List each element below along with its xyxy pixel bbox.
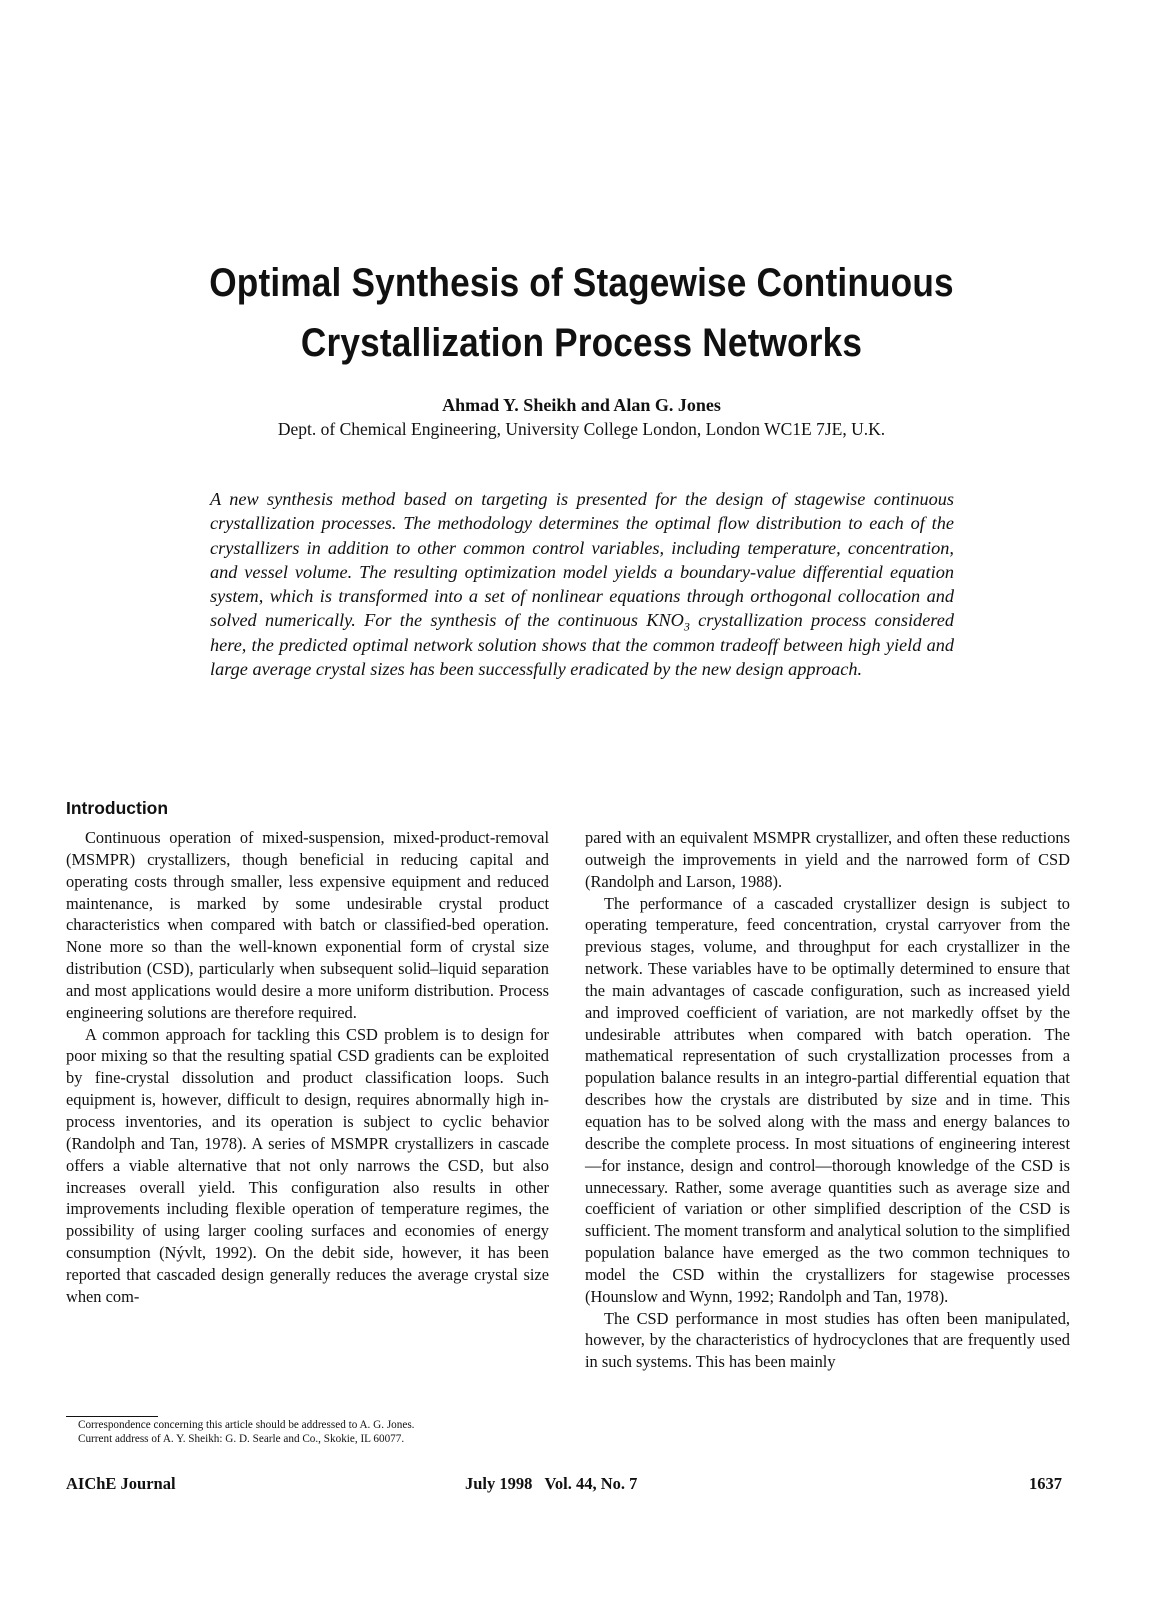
abstract-text-part-2: crystallization process considered here, the predicted optimal network solution shows that the common tradeoff between high yield and large average crystal sizes has been successfully eradicated by the new design approach. xyxy=(210,610,954,680)
footnote-divider xyxy=(66,1416,158,1417)
paragraph: A common approach for tackling this CSD problem is to design for poor mixing so that the resulting spatial CSD gradients can be exploited by fine-crystal dissolution and product classification loops. Such equipment is, however, difficult to design, requires abnormally high in-process inventories, and its operation is subject to cyclic behavior (Randolph and Tan, 1978). A series of MSMPR crystallizers in cascade offers a viable alternative that not only narrows the CSD, but also increases overall yield. This configuration also results in other improvements including flexible operation of temperature regimes, the possibility of using larger cooling surfaces and economies of energy consumption (Nývlt, 1992). On the debit side, however, it has been reported that cascaded design generally reduces the average crystal size when com- xyxy=(66,1024,549,1306)
section-heading-introduction: Introduction xyxy=(66,798,169,818)
formula-base: KNO xyxy=(646,610,684,631)
title-line-2: Crystallization Process Networks xyxy=(300,321,863,365)
footnotes xyxy=(78,1419,548,1446)
footer-journal-name: AIChE Journal xyxy=(66,1474,176,1493)
footer-issue: July 1998 Vol. 44, No. 7 xyxy=(465,1474,638,1493)
article-title xyxy=(123,253,1041,373)
authors: Ahmad Y. Sheikh and Alan G. Jones xyxy=(442,395,721,415)
paragraph: The CSD performance in most studies has often been manipulated, however, by the characteristics of hydrocyclones that are frequently used in such systems. This has been mainly xyxy=(585,1308,1070,1372)
paragraph: Continuous operation of mixed-suspension, mixed-product-removal (MSMPR) crystallizers, though beneficial in reducing capital and operating costs through smaller, less expensive equipment and reduced maintenance, is marked by some undesirable crystal product characteristics when compared with batch or classified-bed operation. None more so than the well-known exponential form of crystal size distribution (CSD), particularly when subsequent solid–liquid separation and most applications would desire a more uniform distribution. Process engineering solutions are therefore required. xyxy=(66,828,549,1022)
affiliation: Dept. of Chemical Engineering, University College London, London WC1E 7JE, U.K. xyxy=(277,419,886,439)
footer-page-number: 1637 xyxy=(1029,1474,1062,1493)
paragraph-continued: pared with an equivalent MSMPR crystallizer, and often these reductions outweigh the improvements in yield and the narrowed form of CSD (Randolph and Larson, 1988). xyxy=(585,828,1070,891)
formula-subscript: 3 xyxy=(683,620,690,635)
paragraph: The performance of a cascaded crystallizer design is subject to operating temperature, feed concentration, crystal carryover from the previous stages, volume, and throughput for each crystallizer in the network. These variables have to be optimally determined to ensure that the main advantages of cascade configuration, such as increased yield and improved coefficient of variation, are not markedly offset by the undesirable attributes when compared with batch operation. The mathematical representation of such crystallization processes from a population balance results in an integro-partial differential equation that describes how the crystals are distributed by size and in time. This equation has to be solved along with the mass and energy balances to describe the complete process. In most situations of engineering interest—for instance, design and control—thorough knowledge of the CSD is unnecessary. Rather, some average quantities such as average size and coefficient of variation or other simplified description of the CSD is sufficient. The moment transform and analytical solution to the simplified population balance have emerged as the two common techniques to model the CSD within the crystallizers for stagewise processes (Hounslow and Wynn, 1992; Randolph and Tan, 1978). xyxy=(585,893,1070,1306)
title-line-1: Optimal Synthesis of Stagewise Continuous xyxy=(209,261,954,305)
abstract-text-part-1: A new synthesis method based on targeting is presented for the design of stagewise continuous crystallization processes. The methodology determines the optimal flow distribution to each of the crystallizers in addition to other common control variables, including temperature, concentration, and vessel volume. The resulting optimization model yields a boundary-value differential equation system, which is transformed into a set of nonlinear equations through orthogonal collocation and solved numerically. For the synthesis of the continuous xyxy=(210,489,954,631)
abstract xyxy=(210,487,954,681)
right-column xyxy=(585,827,1070,1373)
footnote-correspondence: Correspondence concerning this article should be addressed to A. G. Jones. xyxy=(78,1419,415,1431)
abstract-formula xyxy=(646,610,690,635)
left-column xyxy=(66,827,549,1308)
footnote-current-address: Current address of A. Y. Sheikh: G. D. Searle and Co., Skokie, IL 60077. xyxy=(78,1432,405,1445)
